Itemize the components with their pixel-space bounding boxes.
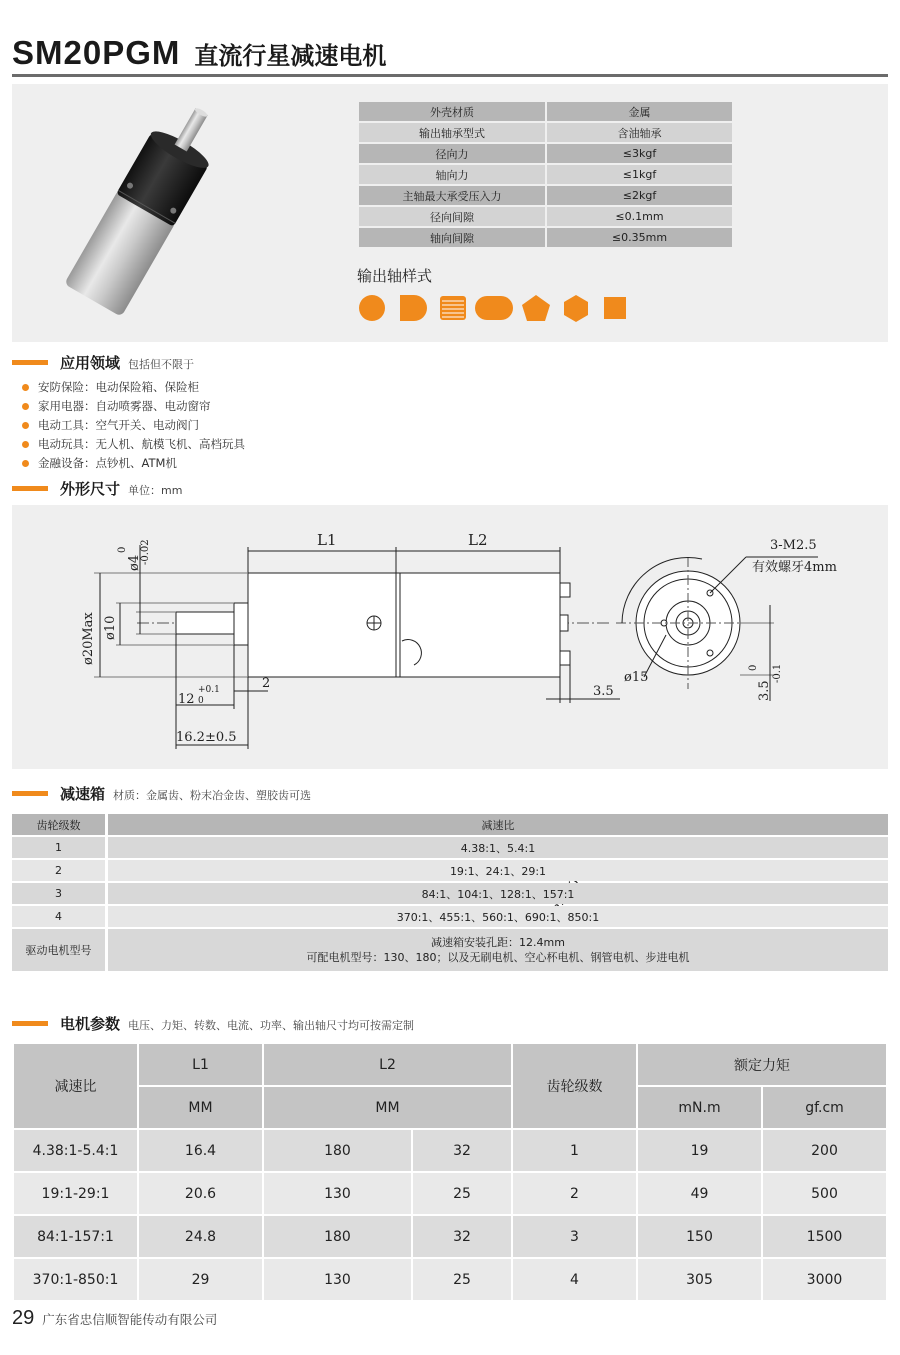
double-d-shaft-icon xyxy=(475,296,513,320)
ratio-cell: 370:1-850:1 xyxy=(14,1259,137,1300)
dimensions-header xyxy=(12,478,182,499)
gearbox-subtitle: 材质：金属齿、粉末冶金齿、塑胶齿可选 xyxy=(113,789,312,802)
unit-header: gf.cm xyxy=(763,1087,886,1128)
driver-label-cell: 驱动电机型号 xyxy=(12,929,108,971)
applications-subtitle: 包括但不限于 xyxy=(128,358,195,371)
section-marker xyxy=(12,360,48,365)
section-marker xyxy=(12,791,48,796)
table-header-row xyxy=(14,1044,886,1085)
table-row xyxy=(12,837,888,858)
l2-cell: 130 xyxy=(264,1259,411,1300)
page-number: 29 xyxy=(12,1307,35,1329)
dim-label-2: 2 xyxy=(262,676,271,691)
torque-nm-cell: 305 xyxy=(638,1259,761,1300)
l2-cell: 25 xyxy=(413,1173,511,1214)
l1-cell: 24.8 xyxy=(139,1216,262,1257)
shaft-style-title: 输出轴样式 xyxy=(357,267,433,285)
spec-value: 金属 xyxy=(547,102,732,121)
spec-row xyxy=(359,207,732,226)
l1-cell: 16.4 xyxy=(139,1130,262,1171)
dimension-drawing xyxy=(12,505,888,769)
l2-cell: 25 xyxy=(413,1259,511,1300)
table-header-row xyxy=(14,1087,886,1128)
table-row xyxy=(12,906,888,927)
gearbox-header xyxy=(12,783,311,804)
hexagon-shaft-icon xyxy=(564,295,588,322)
section-marker xyxy=(12,1021,48,1026)
l2-cell: 32 xyxy=(413,1216,511,1257)
stage-cell: 1 xyxy=(513,1130,636,1171)
dim-label-3-5-tol-top: 0 xyxy=(748,664,759,671)
torque-nm-cell: 19 xyxy=(638,1130,761,1171)
driver-info-cell xyxy=(108,929,888,971)
torque-nm-cell: 49 xyxy=(638,1173,761,1214)
table-row xyxy=(12,883,888,904)
stage-cell: 2 xyxy=(12,860,108,881)
dimensions-subtitle: 单位：mm xyxy=(128,484,183,497)
spec-row xyxy=(359,123,732,142)
stage-cell: 3 xyxy=(513,1216,636,1257)
dim-label-thread: 有效螺牙4mm xyxy=(752,560,837,575)
ratio-cell: 19:1、24:1、29:1 xyxy=(108,860,888,881)
stage-cell: 2 xyxy=(513,1173,636,1214)
dim-label-l2: L2 xyxy=(468,531,488,549)
dim-label-d4-tol-top: 0 xyxy=(117,546,128,553)
dim-label-d4: ø4 xyxy=(127,554,142,571)
motor-params-table xyxy=(12,1042,888,1302)
l2-cell: 180 xyxy=(264,1216,411,1257)
motor-subtitle: 电压、力矩、转数、电流、功率、输出轴尺寸均可按需定制 xyxy=(128,1019,415,1032)
spec-row xyxy=(359,102,732,121)
dim-label-3-5: 3.5 xyxy=(593,684,614,699)
ratio-cell: 84:1、104:1、128:1、157:1 xyxy=(108,883,888,904)
spec-row xyxy=(359,165,732,184)
applications-title: 应用领域 xyxy=(60,354,121,372)
list-item: 金融设备：点钞机、ATM机 xyxy=(20,454,245,473)
motor-header xyxy=(12,1013,414,1034)
gearbox-title: 减速箱 xyxy=(60,785,106,803)
shaft-style-icons xyxy=(356,293,636,323)
page-header xyxy=(12,34,386,74)
list-item: 电动工具：空气开关、电动阀门 xyxy=(20,416,245,435)
ratio-cell: 370:1、455:1、560:1、690:1、850:1 xyxy=(108,906,888,927)
company-name: 广东省忠信顺智能传动有限公司 xyxy=(42,1312,218,1327)
dim-label-d10: ø10 xyxy=(103,615,118,640)
applications-header xyxy=(12,352,194,373)
spec-value: ≤3kgf xyxy=(547,144,732,163)
table-row xyxy=(12,860,888,881)
spec-value: ≤2kgf xyxy=(547,186,732,205)
dim-label-12: 12 xyxy=(178,692,195,707)
table-row xyxy=(14,1130,886,1171)
dim-label-12-tol-top: +0.1 xyxy=(198,685,220,695)
table-row xyxy=(14,1259,886,1300)
spec-label: 径向力 xyxy=(359,144,545,163)
unit-header: MM xyxy=(139,1087,262,1128)
motor-product-image xyxy=(36,98,246,328)
unit-header: mN.m xyxy=(638,1087,761,1128)
ratio-cell: 4.38:1、5.4:1 xyxy=(108,837,888,858)
l1-cell: 29 xyxy=(139,1259,262,1300)
table-row xyxy=(14,1173,886,1214)
header-divider xyxy=(12,74,888,77)
product-title: 直流行星减速电机 xyxy=(194,42,387,70)
round-shaft-icon xyxy=(359,295,385,321)
spec-label: 外壳材质 xyxy=(359,102,545,121)
d-cut-shaft-icon xyxy=(400,295,427,321)
ratio-cell: 19:1-29:1 xyxy=(14,1173,137,1214)
spec-value: 含油轴承 xyxy=(547,123,732,142)
driver-line: 减速箱安装孔距：12.4mm xyxy=(431,936,565,949)
spec-label: 主轴最大承受压入力 xyxy=(359,186,545,205)
knurled-shaft-icon xyxy=(440,296,466,320)
dim-label-d20: ø20Max xyxy=(81,612,96,665)
pentagon-shaft-icon xyxy=(522,295,550,321)
spec-value: ≤0.1mm xyxy=(547,207,732,226)
torque-nm-cell: 150 xyxy=(638,1216,761,1257)
l2-cell: 32 xyxy=(413,1130,511,1171)
l2-cell: 180 xyxy=(264,1130,411,1171)
motor-title: 电机参数 xyxy=(60,1015,121,1033)
page-footer xyxy=(12,1307,217,1330)
square-shaft-icon xyxy=(604,297,626,319)
column-header: 减速比 xyxy=(14,1044,137,1128)
dimensions-title: 外形尺寸 xyxy=(60,480,121,498)
dim-label-3-5-tol-bottom: -0.1 xyxy=(772,663,783,683)
dim-label-d4-tol-bottom: -0.02 xyxy=(140,539,151,565)
dim-label-12-tol-bottom: 0 xyxy=(198,696,204,706)
l1-cell: 20.6 xyxy=(139,1173,262,1214)
spec-value: ≤1kgf xyxy=(547,165,732,184)
dim-label-l1: L1 xyxy=(317,531,337,549)
spec-label: 轴向间隙 xyxy=(359,228,545,247)
list-item: 安防保险：电动保险箱、保险柜 xyxy=(20,378,245,397)
spec-label: 输出轴承型式 xyxy=(359,123,545,142)
column-header: L1 xyxy=(139,1044,262,1085)
spec-label: 轴向力 xyxy=(359,165,545,184)
column-header: 减速比 xyxy=(108,814,888,835)
ratio-cell: 84:1-157:1 xyxy=(14,1216,137,1257)
stage-cell: 4 xyxy=(513,1259,636,1300)
spec-value: ≤0.35mm xyxy=(547,228,732,247)
spec-row xyxy=(359,228,732,247)
dim-label-m2-5: 3-M2.5 xyxy=(770,538,817,553)
table-header-row xyxy=(12,814,888,835)
l2-cell: 130 xyxy=(264,1173,411,1214)
list-item: 家用电器：自动喷雾器、电动窗帘 xyxy=(20,397,245,416)
table-row xyxy=(12,929,888,971)
dim-label-3-5-vertical: 3.5 xyxy=(757,680,772,701)
spec-label: 径向间隙 xyxy=(359,207,545,226)
driver-line: 可配电机型号：130、180；以及无刷电机、空心杯电机、钢管电机、步进电机 xyxy=(306,951,690,964)
stage-cell: 3 xyxy=(12,883,108,904)
dim-label-d15: ø15 xyxy=(624,670,649,685)
gearbox-table xyxy=(12,812,888,973)
section-marker xyxy=(12,486,48,491)
torque-gfcm-cell: 3000 xyxy=(763,1259,886,1300)
column-header: 额定力矩 xyxy=(638,1044,886,1085)
model-name: SM20PGM xyxy=(12,34,181,71)
spec-row xyxy=(359,186,732,205)
list-item: 电动玩具：无人机、航模飞机、高档玩具 xyxy=(20,435,245,454)
applications-list xyxy=(20,378,245,473)
spec-row xyxy=(359,144,732,163)
torque-gfcm-cell: 500 xyxy=(763,1173,886,1214)
dim-label-16: 16.2±0.5 xyxy=(176,730,237,745)
ratio-cell: 4.38:1-5.4:1 xyxy=(14,1130,137,1171)
spec-table xyxy=(357,100,734,249)
column-header: L2 xyxy=(264,1044,511,1085)
torque-gfcm-cell: 1500 xyxy=(763,1216,886,1257)
unit-header: MM xyxy=(264,1087,511,1128)
torque-gfcm-cell: 200 xyxy=(763,1130,886,1171)
column-header: 齿轮级数 xyxy=(12,814,108,835)
column-header: 齿轮级数 xyxy=(513,1044,636,1128)
stage-cell: 4 xyxy=(12,906,108,927)
table-row xyxy=(14,1216,886,1257)
stage-cell: 1 xyxy=(12,837,108,858)
